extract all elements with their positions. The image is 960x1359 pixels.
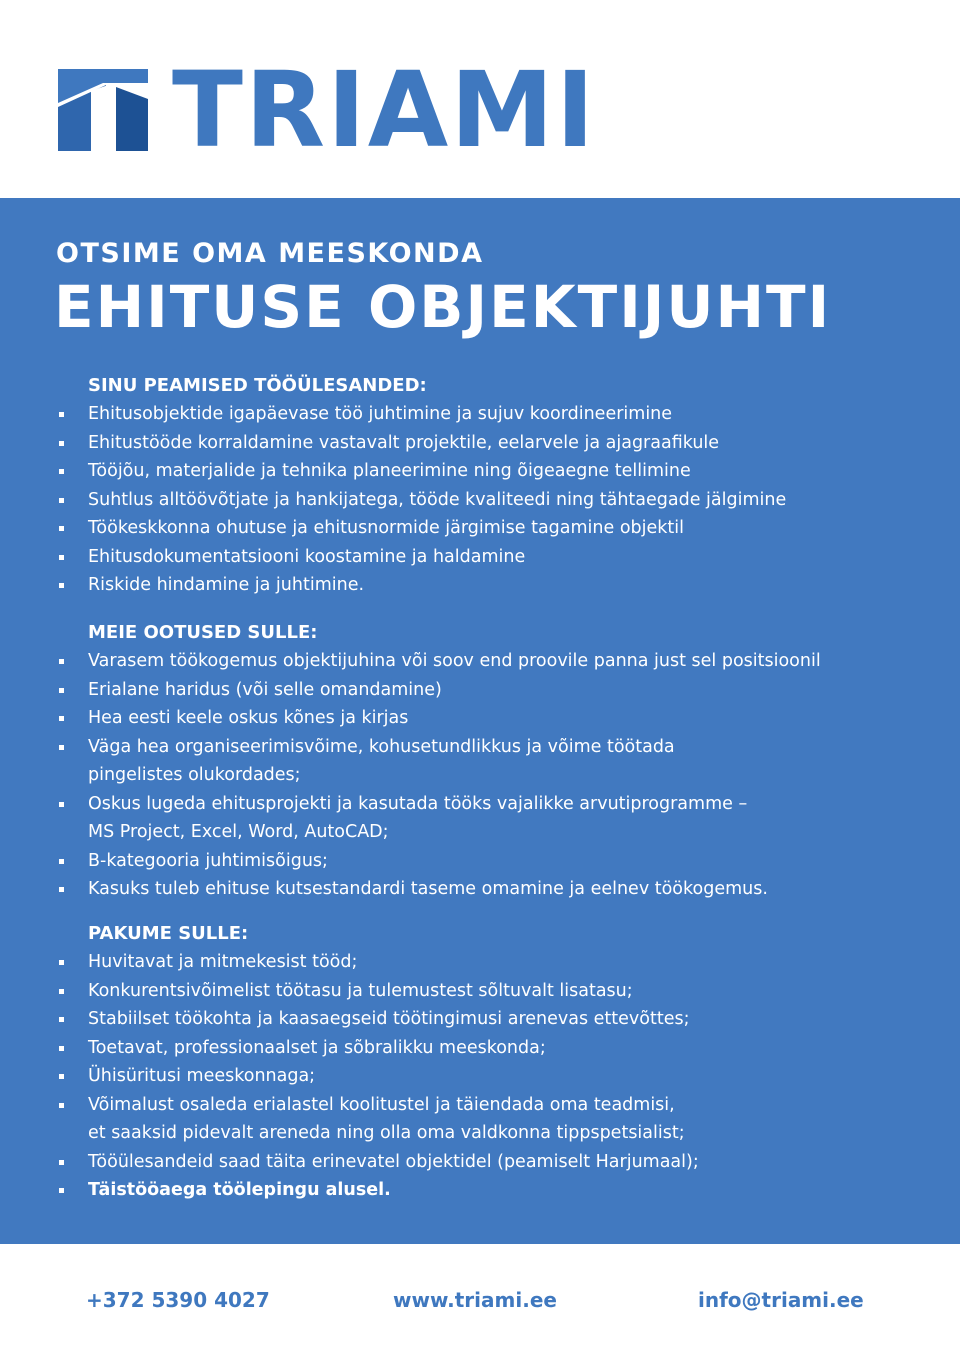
section-heading: PAKUME SULLE: (88, 923, 249, 944)
list-item: Toetavat, professionaalset ja sõbralikku meeskonda; (0, 1034, 960, 1063)
footer (0, 1244, 960, 1359)
list-item: Huvitavat ja mitmekesist tööd; (0, 948, 960, 977)
list-item: Riskide hindamine ja juhtimine. (0, 571, 960, 600)
section-heading: SINU PEAMISED TÖÖÜLESANDED: (88, 375, 427, 396)
list-item: Suhtlus alltöövõtjate ja hankijatega, tööde kvaliteedi ning tähtaegade jälgimine (0, 486, 960, 515)
list-item: Tööülesandeid saad täita erinevatel objektidel (peamiselt Harjumaal); (0, 1148, 960, 1177)
list-item: Erialane haridus (või selle omandamine) (0, 676, 960, 705)
list-item: Tööjõu, materjalide ja tehnika planeerimine ning õigeaegne tellimine (0, 457, 960, 486)
logo-text: TRIAMI (172, 49, 597, 171)
website-link[interactable]: www.triami.ee (393, 1288, 557, 1312)
list-item: Ehitusobjektide igapäevase töö juhtimine ja sujuv koordineerimine (0, 400, 960, 429)
email-link[interactable]: info@triami.ee (698, 1288, 864, 1312)
offer-list (0, 948, 960, 1205)
expectations-list (0, 647, 960, 904)
list-item: Ehitustööde korraldamine vastavalt projektile, eelarvele ja ajagraafikule (0, 429, 960, 458)
house-roof-logo-icon (58, 69, 148, 151)
section-expectations (0, 619, 960, 904)
pre-title: OTSIME OMA MEESKONDA (56, 238, 484, 269)
header (0, 0, 960, 198)
list-item: Hea eesti keele oskus kõnes ja kirjas (0, 704, 960, 733)
list-item: Konkurentsivõimelist töötasu ja tulemustest sõltuvalt lisatasu; (0, 977, 960, 1006)
list-item: Ehitusdokumentatsiooni koostamine ja haldamine (0, 543, 960, 572)
job-title: EHITUSE OBJEKTIJUHTI (54, 273, 832, 341)
list-item: Stabiilset töökohta ja kaasaegseid töötingimusi arenevas ettevõttes; (0, 1005, 960, 1034)
list-item: Kasuks tuleb ehituse kutsestandardi taseme omamine ja eelnev töökogemus. (0, 875, 960, 904)
job-ad-body (0, 198, 960, 1244)
duties-list (0, 400, 960, 600)
logo (58, 49, 597, 171)
list-item: Võimalust osaleda erialastel koolitustel ja täiendada oma teadmisi, et saaksid pidevalt areneda ning olla oma valdkonna tippspetsialist; (0, 1091, 960, 1148)
list-item: Ühisüritusi meeskonnaga; (0, 1062, 960, 1091)
list-item: Täistööaega töölepingu alusel. (0, 1176, 960, 1205)
list-item: Töökeskkonna ohutuse ja ehitusnormide järgimise tagamine objektil (0, 514, 960, 543)
section-heading: MEIE OOTUSED SULLE: (88, 622, 318, 643)
list-item: B-kategooria juhtimisõigus; (0, 847, 960, 876)
list-item: Väga hea organiseerimisvõime, kohusetundlikkus ja võime töötada pingelistes olukordades; (0, 733, 960, 790)
list-item: Varasem töökogemus objektijuhina või soov end proovile panna just sel positsioonil (0, 647, 960, 676)
list-item: Oskus lugeda ehitusprojekti ja kasutada tööks vajalikke arvutiprogramme – MS Project, Excel, Word, AutoCAD; (0, 790, 960, 847)
section-offer (0, 920, 960, 1205)
phone-link[interactable]: +372 5390 4027 (86, 1288, 270, 1312)
section-duties (0, 372, 960, 600)
